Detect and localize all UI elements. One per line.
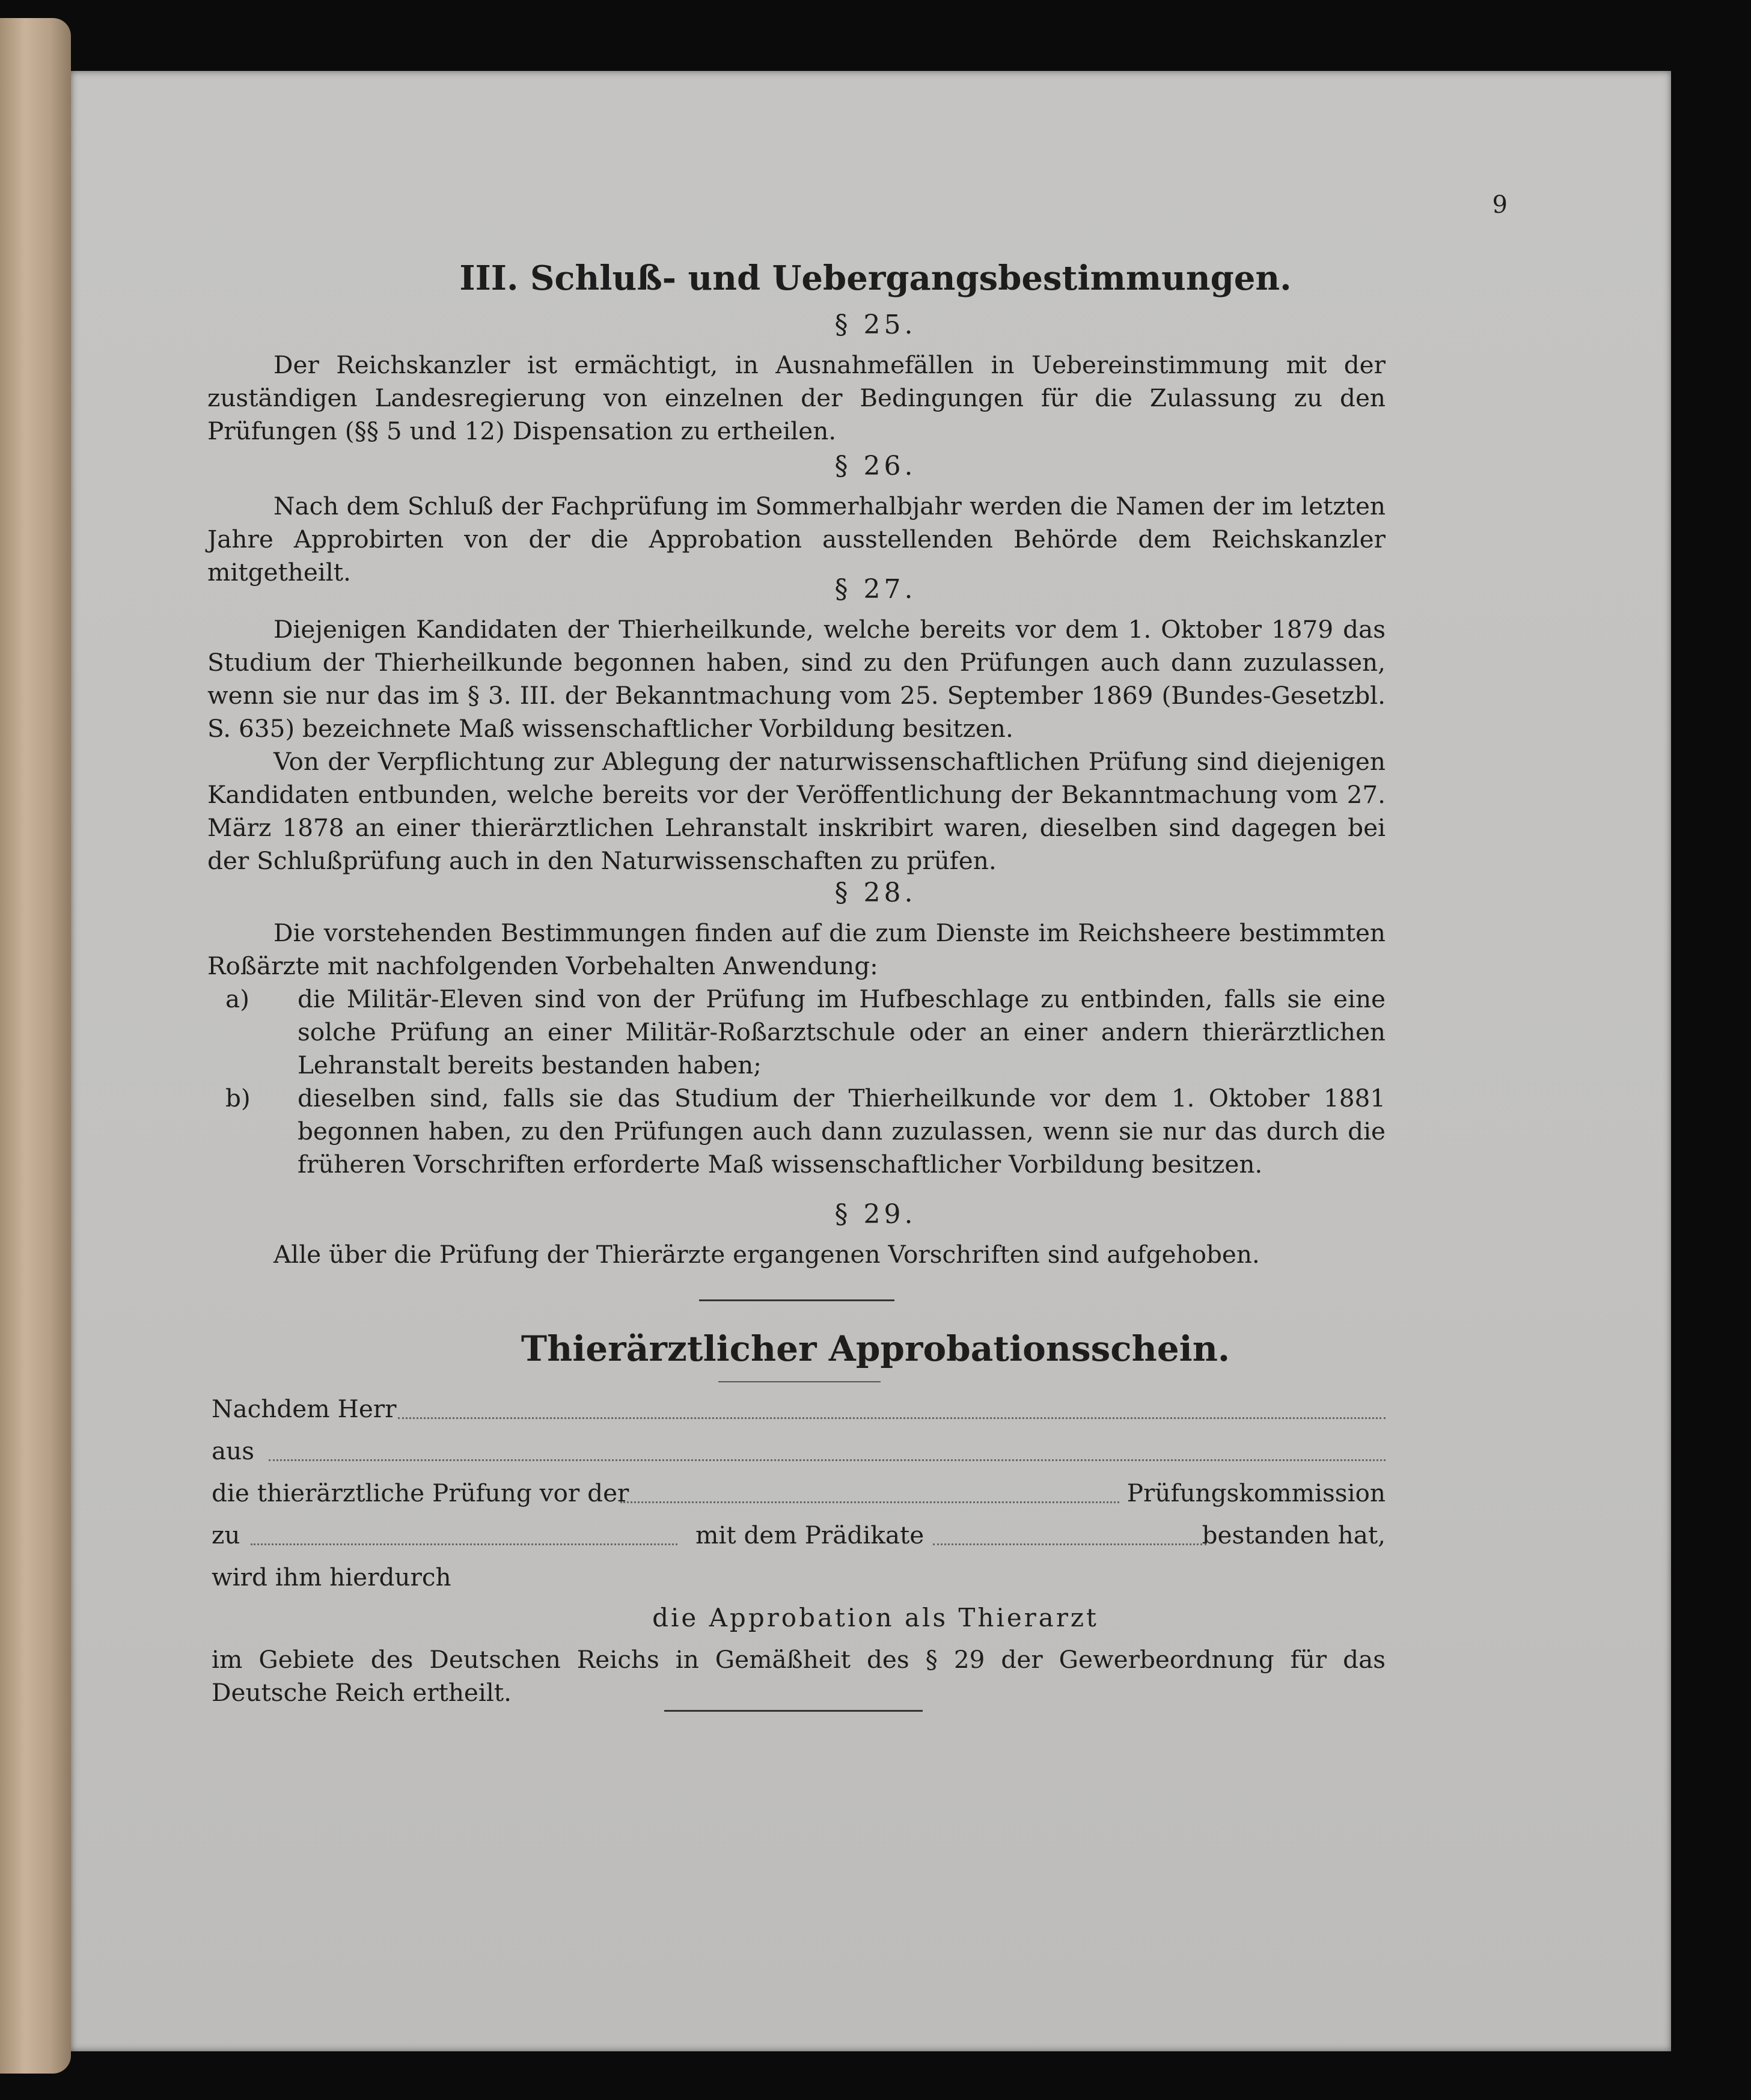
label-bestanden: bestanden hat, <box>1202 1521 1386 1549</box>
blank-place <box>251 1543 677 1545</box>
paragraph-26: Nach dem Schluß der Fachprüfung im Sommerhalbjahr werden die Namen der im letzten Jahre Approbirten von der die Approbation ausstellenden Behörde dem Reichskanzler mitgetheilt. <box>207 492 1386 587</box>
section-sign-29: § 29. <box>834 1199 917 1230</box>
form-row-commission <box>212 1479 1386 1515</box>
paragraph-27-1: Diejenigen Kandidaten der Thierheilkunde, welche bereits vor dem 1. Oktober 1879 das Studium der Thierheilkunde begonnen haben, sind zu den Prüfungen auch dann zuzulassen, wenn sie nur das im § 3. III. der Bekanntmachung vom 25. September 1869 (Bundes-Gesetzbl. S. 635) bezeichnete Maß wissenschaftlicher Vorbildung besitzen. <box>207 615 1386 743</box>
section-title: III. Schluß- und Uebergangsbestimmungen. <box>459 258 1292 298</box>
label-praedikat: mit dem Prädikate <box>695 1521 924 1549</box>
list-text-a: die Militär-Eleven sind von der Prüfung im Hufbeschlage zu entbinden, falls sie eine solche Prüfung an einer Militär-Roßarztschule oder an einer andern thierärztlichen Lehranstalt bereits bestanden haben; <box>298 984 1386 1079</box>
list-letter-b: b) <box>225 1084 251 1113</box>
list-item-a <box>225 983 1386 1082</box>
paragraph-25: Der Reichskanzler ist ermächtigt, in Ausnahmefällen in Uebereinstimmung mit der zuständigen Landesregierung von einzelnen der Bedingungen für die Zulassung zu den Prüfungen (§§ 5 und 12) Dispensation zu ertheilen. <box>207 350 1386 445</box>
divider-rule <box>699 1299 894 1301</box>
blank-commission <box>620 1501 1119 1503</box>
page-number: 9 <box>1492 191 1508 219</box>
blank-grade <box>933 1543 1206 1545</box>
paragraph-28: Die vorstehenden Bestimmungen finden auf die zum Dienste im Reichsheere bestimmten Roßärzte mit nachfolgenden Vorbehalten Anwendung: <box>207 918 1386 980</box>
section-sign-27: § 27. <box>834 574 917 605</box>
section-sign-28: § 28. <box>834 878 917 908</box>
closing-paragraph: im Gebiete des Deutschen Reichs in Gemäßheit des § 29 der Gewerbeordnung für das Deutsche Reich ertheilt. <box>212 1645 1386 1707</box>
label-aus: aus <box>212 1436 255 1465</box>
form-row-name <box>212 1394 1386 1430</box>
form-row-grade <box>212 1521 1386 1557</box>
title-underline <box>718 1381 881 1382</box>
section-sign-25: § 25. <box>834 310 917 340</box>
signature-rule <box>664 1710 923 1712</box>
list-item-b <box>225 1082 1386 1181</box>
label-pruefungskommission: Prüfungskommission <box>1126 1479 1386 1507</box>
section-sign-26: § 26. <box>834 451 917 481</box>
form-row-origin <box>212 1436 1386 1473</box>
list-letter-a: a) <box>225 984 249 1013</box>
label-nachdem-herr: Nachdem Herr <box>212 1394 397 1423</box>
paragraph-27-2: Von der Verpflichtung zur Ablegung der naturwissenschaftlichen Prüfung sind diejenigen Kandidaten entbunden, welche bereits vor der Veröffentlichung der Bekanntmachung vom 27. März 1878 an einer thierärztlichen Lehranstalt inskribirt waren, dieselben sind dagegen bei der Schlußprüfung auch in den Naturwissenschaften zu prüfen. <box>207 747 1386 875</box>
blank-name <box>398 1417 1386 1419</box>
label-zu: zu <box>212 1521 240 1549</box>
list-text-b: dieselben sind, falls sie das Studium der Thierheilkunde vor dem 1. Oktober 1881 begonnen haben, zu den Prüfungen auch dann zuzulassen, wenn sie nur das durch die früheren Vorschriften erforderte Maß wissenschaftlicher Vorbildung besitzen. <box>298 1084 1386 1179</box>
blank-origin <box>269 1459 1386 1461</box>
approbation-line: die Approbation als Thierarzt <box>652 1603 1099 1632</box>
paragraph-29: Alle über die Prüfung der Thierärzte ergangenen Vorschriften sind aufgehoben. <box>273 1240 1260 1269</box>
certificate-title: Thierärztlicher Approbationsschein. <box>521 1328 1230 1369</box>
form-row-hierdurch <box>212 1563 1386 1599</box>
label-hierdurch: wird ihm hierdurch <box>212 1563 451 1592</box>
label-pruefung-vor-der: die thierärztliche Prüfung vor der <box>212 1479 629 1507</box>
